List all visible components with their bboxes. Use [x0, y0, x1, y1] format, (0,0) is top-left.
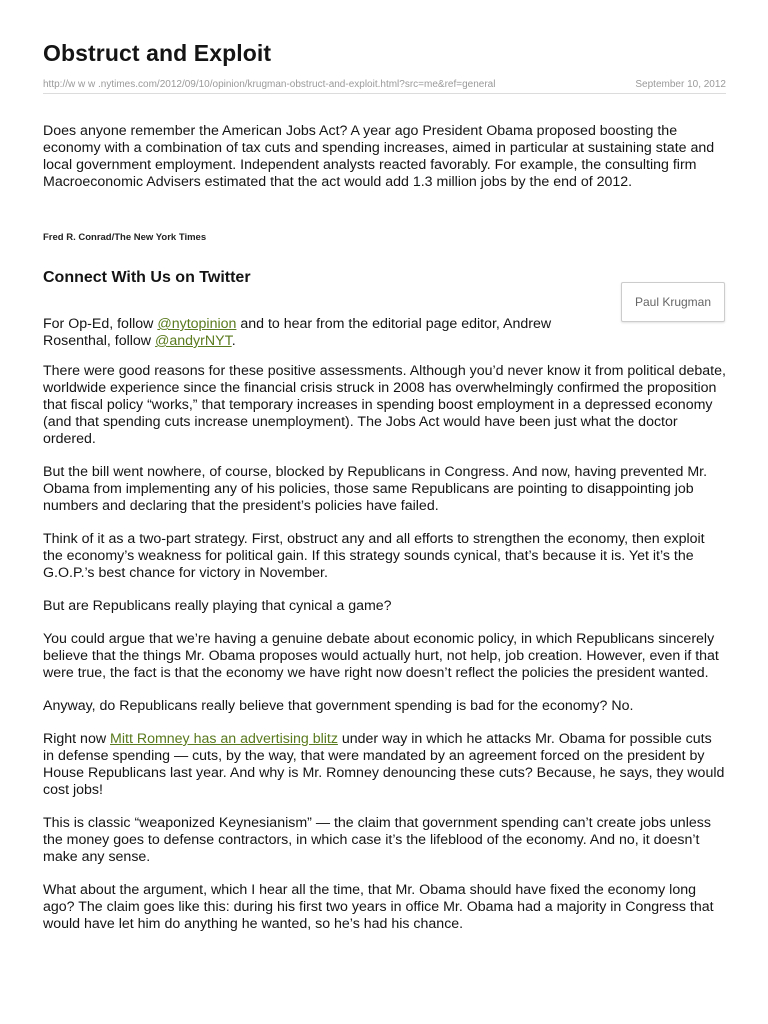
article-title: Obstruct and Exploit — [43, 40, 272, 66]
body-paragraph-2: But the bill went nowhere, of course, blocked by Republicans in Congress. And now, having prevented Mr. Obama from implementing any of his policies, those same Republicans are pointing to disappointing job numbers and declaring that the president’s policies have failed. — [43, 464, 708, 514]
body-paragraph-1: There were good reasons for these positive assessments. Although you’d never know it from political debate, worldwide experience since the financial crisis struck in 2008 has overwhelmingly confirmed the proposition that fiscal policy “works,” that temporary increases in spending boost employment in a depressed economy (and that spending cuts increase unemployment). The Jobs Act would have been just what the doctor ordered. — [43, 363, 726, 447]
photo-credit: Fred R. Conrad/The New York Times — [43, 232, 207, 243]
body-paragraph-4: But are Republicans really playing that cynical a game? — [43, 598, 392, 614]
body-paragraph-3: Think of it as a two-part strategy. First, obstruct any and all efforts to strengthen the economy, then exploit the economy’s weakness for political gain. If this strategy sounds cynical, that’s because it is. Yet it’s the G.O.P.’s best chance for victory in November. — [43, 531, 705, 581]
p7-text-pre: Right now — [43, 731, 111, 747]
body-paragraph-6: Anyway, do Republicans really believe that government spending is bad for the economy? No. — [43, 698, 634, 714]
source-url: http://w w w .nytimes.com/2012/09/10/opinion/krugman-obstruct-and-exploit.html?src=me&ref=general — [43, 79, 496, 90]
twitter-text-2: and to hear from the editorial page editor, Andrew Rosenthal, follow — [43, 316, 552, 349]
romney-ad-link[interactable]: Mitt Romney has an advertising blitz — [110, 731, 338, 747]
body-paragraph-7 — [43, 731, 726, 799]
article-body — [43, 363, 726, 949]
p7-text-post: under way in which he attacks Mr. Obama for possible cuts in defense spending — cuts, by the way, that were mandated by an agreement forced on the president by House Republicans last year. And why is Mr. Romney denouncing these cuts? Because, he says, they would cost jobs! — [43, 731, 725, 798]
nytopinion-link[interactable]: @nytopinion — [157, 316, 237, 332]
body-paragraph-5: You could argue that we’re having a genuine debate about economic policy, in which Republicans sincerely believe that the things Mr. Obama proposes would actually hurt, not help, job creation. However, even if that were true, the fact is that the economy we have right now doesn’t reflect the policies the president wanted. — [43, 631, 719, 681]
author-box[interactable]: Paul Krugman — [621, 282, 725, 322]
body-paragraph-9: What about the argument, which I hear all the time, that Mr. Obama should have fixed the economy long ago? The claim goes like this: during his first two years in office Mr. Obama had a majority in Congress that would have let him do anything he wanted, so he’s had his chance. — [43, 882, 714, 932]
publication-date: September 10, 2012 — [635, 79, 726, 90]
twitter-heading: Connect With Us on Twitter — [43, 269, 251, 286]
body-paragraph-8: This is classic “weaponized Keynesianism” — the claim that government spending can’t create jobs unless the money goes to defense contractors, in which case it’s the lifeblood of the economy. And no, it doesn’t make any sense. — [43, 815, 711, 865]
twitter-paragraph — [43, 316, 603, 350]
twitter-text-3: . — [231, 333, 236, 349]
twitter-text-1: For Op-Ed, follow — [43, 316, 158, 332]
intro-paragraph: Does anyone remember the American Jobs Act? A year ago President Obama proposed boosting the economy with a combination of tax cuts and spending increases, aimed in particular at sustaining state and local government employment. Independent analysts reacted favorably. For example, the consulting firm Macroeconomic Advisers estimated that the act would add 1.3 million jobs by the end of 2012. — [43, 123, 715, 190]
article-meta — [43, 79, 726, 94]
andyrnyt-link[interactable]: @andyrNYT — [154, 333, 232, 349]
